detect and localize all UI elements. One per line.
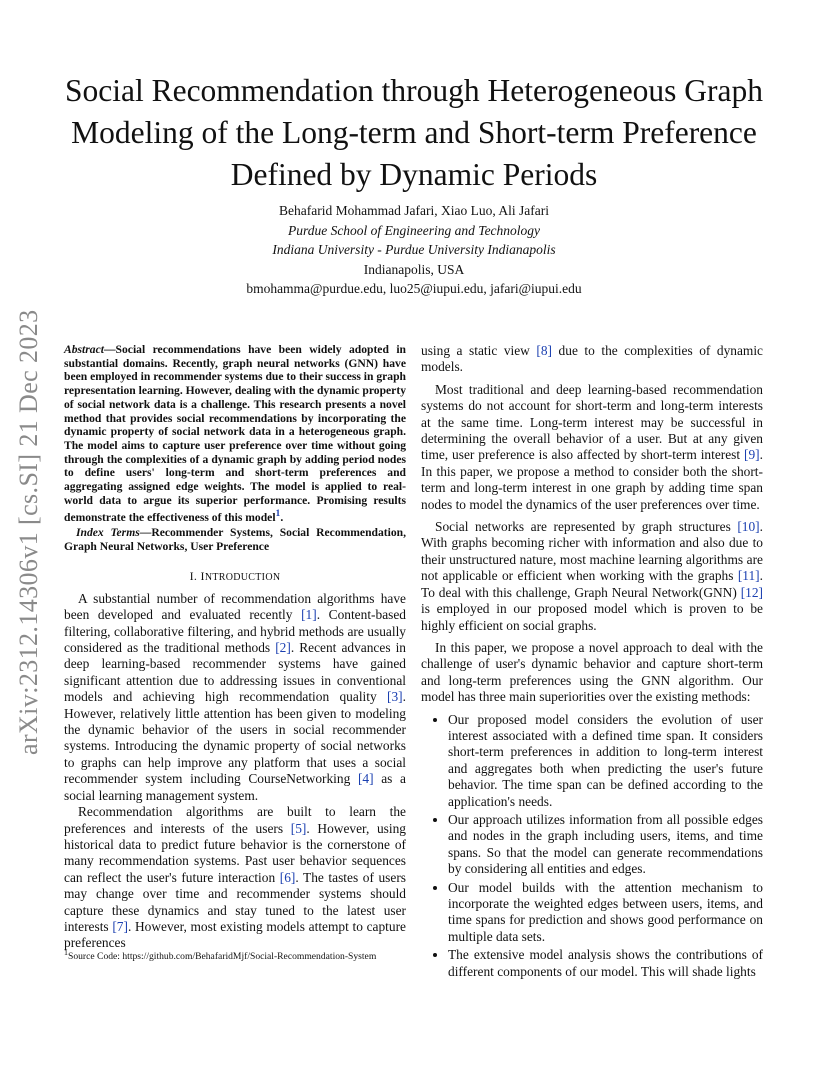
author-block xyxy=(160,201,668,299)
intro-paragraph-4: Social networks are represented by graph structures [10]. With graphs becoming richer with information and also due to their unstructured nature, most machine learning algorithms are not applicable or efficient when working with the graphs [11]. To deal with this challenge, Graph Neural Network(GNN) [12] is employed in our proposed model which is proven to be highly efficient on social graphs. xyxy=(421,519,763,633)
affiliation-university: Indiana University - Purdue University Indianapolis xyxy=(272,242,556,257)
abstract: Abstract—Social recommendations have been widely adopted in substantial domains. Recently, graph neural networks (GNN) have been employed in recommender systems due to their success in graph representation learning. However, dealing with the dynamic property of social network data is a challenge. This research presents a novel method that provides social recommendations by incorporating the dynamic property of social network data in a heterogeneous graph. The model aims to capture user preference over time without going through the complexities of a dynamic graph by adding period nodes to define users' long-term and short-term preferences and aggregating assigned edge weights. The model is applied to real-world data to argue its superior performance. Promising results demonstrate the effectiveness of this model$^1$. xyxy=(64,343,406,525)
citation-link[interactable]: [10] xyxy=(737,519,760,535)
arxiv-sidebar-stamp xyxy=(14,295,48,755)
author-location: Indianapolis, USA xyxy=(363,261,465,277)
arxiv-stamp-text: arXiv:2312.14306v1 [cs.SI] 21 Dec 2023 xyxy=(14,309,43,755)
intro-paragraph-2: Recommendation algorithms are built to learn the preferences and interests of the users [5]. However, using historical data to predict future behavior is the cornerstone of many recommendation systems. Past user behavior sequences can reflect the user's future interaction [6]. The tastes of users may change over time and recommender systems should capture these dynamics and stay tuned to the latest user interests [7]. However, most existing models attempt to capture preferences xyxy=(64,804,406,951)
citation-link[interactable]: [2] xyxy=(275,640,291,656)
citation-link[interactable]: [7] xyxy=(112,918,128,934)
affiliation-school: Purdue School of Engineering and Technology xyxy=(287,222,541,238)
footnote-text: Source Code: https://github.com/BehafaridMjf/Social-Recommendation-System xyxy=(68,951,377,963)
left-column xyxy=(64,343,406,952)
paper-title: Social Recommendation through Heterogeneous Graph Modeling of the Long-term and Short-term Preference Defined by Dynamic Periods xyxy=(64,73,764,192)
citation-link[interactable]: [5] xyxy=(290,820,307,836)
citation-link[interactable]: [12] xyxy=(740,584,763,600)
index-terms-text: —Recommender Systems, Social Recommendation, Graph Neural Networks, User Preference xyxy=(64,526,406,553)
citation-link[interactable]: [9] xyxy=(744,447,760,463)
citation-link[interactable]: [1] xyxy=(301,607,317,623)
list-item: • The extensive model analysis shows the contributions of different components of our model. This will shade lights xyxy=(448,947,763,980)
citation-link[interactable]: [4] xyxy=(357,771,374,787)
section-heading xyxy=(64,568,406,586)
contribution-list xyxy=(421,712,763,981)
section-title-rest: NTRODUCTION xyxy=(204,572,281,584)
abstract-label: Abstract xyxy=(64,343,104,356)
intro-paragraph-continued: using a static view [8] due to the complexities of dynamic models. xyxy=(421,343,764,375)
author-names: Behafarid Mohammad Jafari, Xiao Luo, Ali Jafari xyxy=(279,203,549,218)
citation-link[interactable]: [11] xyxy=(737,568,760,584)
footnote xyxy=(64,947,406,963)
section-first-letter: I xyxy=(200,569,205,584)
intro-paragraph-1: A substantial number of recommendation algorithms have been developed and evaluated recently [1]. Content-based filtering, collaborative filtering, and hybrid methods are usually considered as the traditional methods [2]. Recent advances in deep learning-based recommender systems have gained significant attention due to addressing issues in conventional models and achieving high recommendation quality [3]. However, relatively little attention has been given to modeling the dynamic behavior of the users in social recommender systems. Introducing the dynamic property of social networks to graphs can help improve any platform that uses a social recommender system including CourseNetworking [4] as a social learning management system. xyxy=(64,590,407,803)
list-item: • Our model builds with the attention mechanism to incorporate the weighted edges between users, items, and time spans for prediction and shows good performance on multiple data sets. xyxy=(448,880,763,946)
intro-paragraph-3: Most traditional and deep learning-based recommendation systems do not account for short-term and long-term interests at the same time. Long-term interest may be successful in determining the overall behavior of a user. But at any given time, user preference is also affected by short-term interest [9]. In this paper, we propose a method to consider both the short-term and long-term interest in one graph by adding time span nodes to model the dynamics of the user preferences over time. xyxy=(421,381,763,512)
citation-link[interactable]: [8] xyxy=(536,343,553,358)
footnote-mark: 1 xyxy=(64,948,68,957)
index-terms-label: Index Terms xyxy=(76,526,140,539)
list-item: • Our approach utilizes information from all possible edges and nodes in the graph including users, items, and time spans. So that the model can generate recommendations by considering all entities and edges. xyxy=(448,812,763,878)
citation-link[interactable]: [6] xyxy=(279,869,296,885)
footnote-link[interactable]: 1 xyxy=(275,508,281,520)
abstract-text: —Social recommendations have been widely adopted in substantial domains. Recently, graph neural networks (GNN) have been employed in recommender systems due to their success in graph representation learning. However, dealing with the dynamic property of social network data is a challenge. This research presents a novel method that provides social recommendations by incorporating the dynamic property of social network data in a heterogeneous graph. The model aims to capture user preference over time without going through the complexities of a dynamic graph by adding period nodes to define users' long-term and short-term preferences and aggregating assigned edge weights. The model is applied to real-world data to argue its superior performance. Promising results demonstrate the effectiveness of this model xyxy=(64,343,406,525)
right-column xyxy=(421,343,763,982)
list-item: • Our proposed model considers the evolution of user interest associated with a defined time span. It considers short-term preferences in addition to long-term interest and aggregates both when predicting the user's future behavior. The time span can be defined according to the application's needs. xyxy=(448,712,763,810)
author-emails: bmohamma@purdue.edu, luo25@iupui.edu, jafari@iupui.edu xyxy=(246,281,582,296)
index-terms xyxy=(64,526,406,553)
section-number: I. xyxy=(189,569,198,584)
citation-link[interactable]: [3] xyxy=(387,689,403,705)
intro-paragraph-5: In this paper, we propose a novel approach to deal with the challenge of user's dynamic behavior and capture short-term and long-term preferences using the GNN algorithm. Our model has three main superiorities over the existing methods: xyxy=(421,639,763,705)
